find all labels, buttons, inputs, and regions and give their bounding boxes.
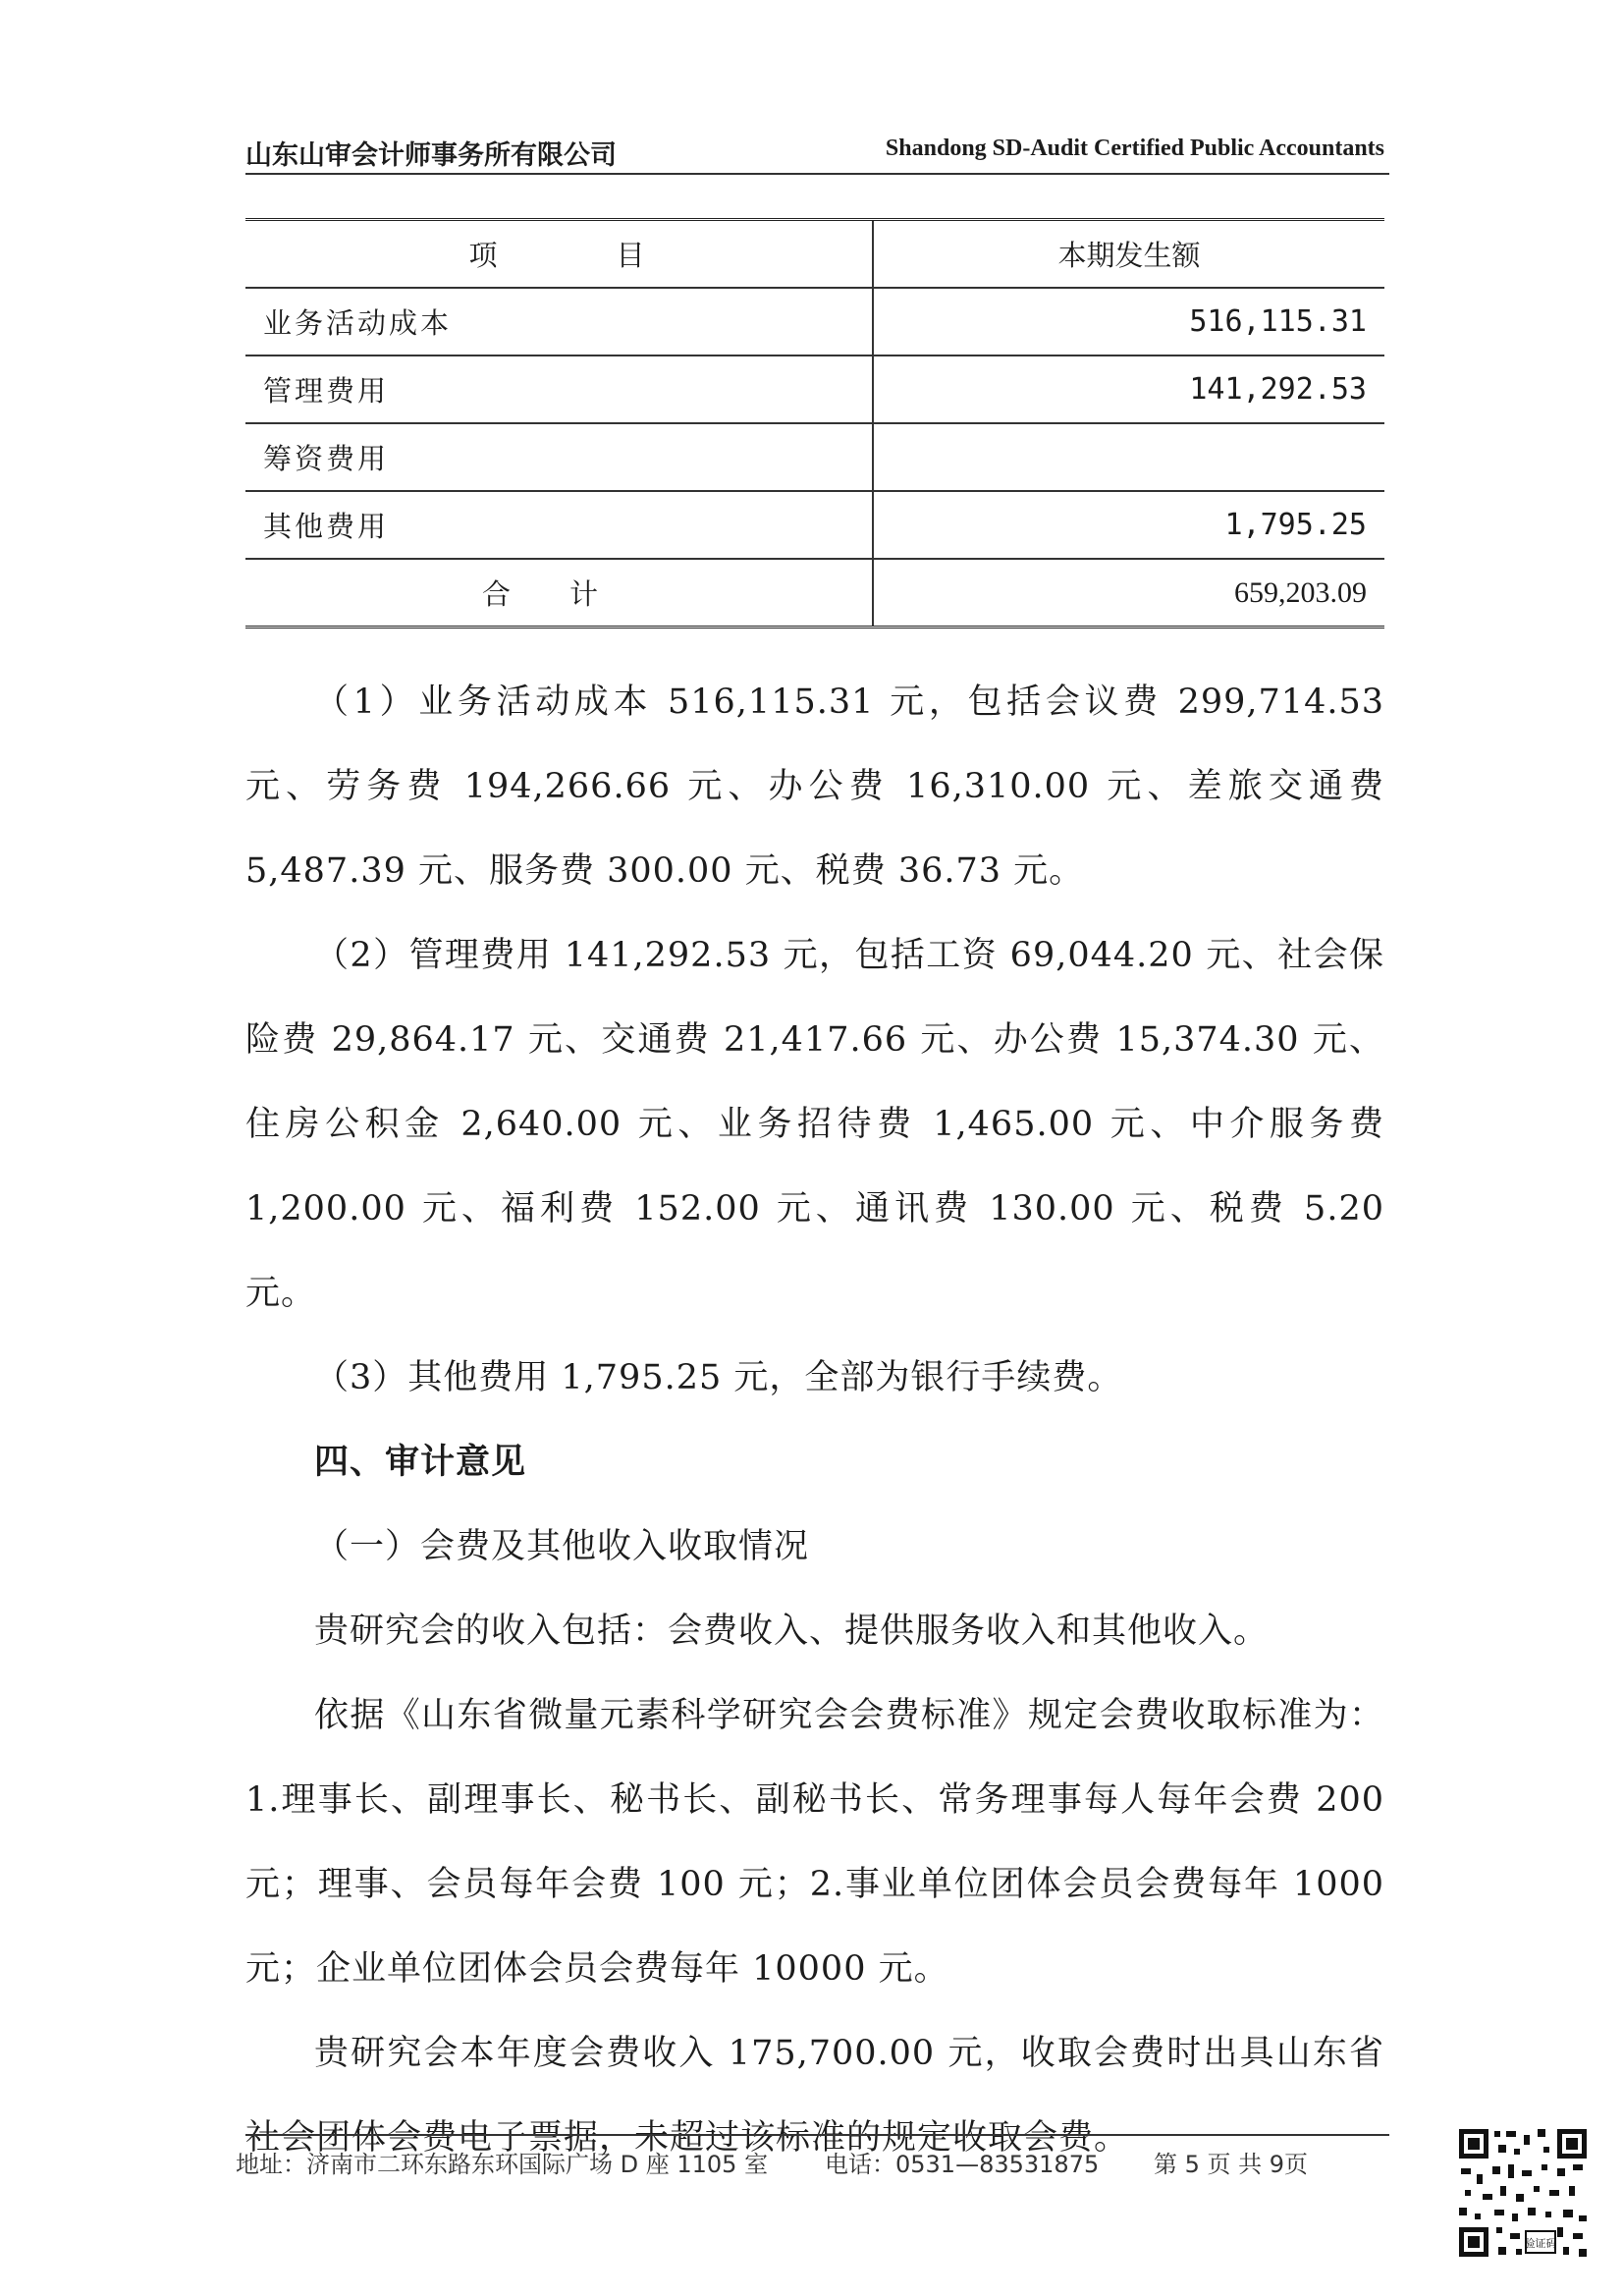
row-label: 其他费用 [245, 491, 873, 559]
column-header-amount: 本期发生额 [873, 220, 1384, 289]
table-row [245, 423, 1384, 491]
table-header-row [245, 220, 1384, 289]
footer-phone: 电话：0531—83531875 [825, 2151, 1100, 2178]
expense-table [245, 218, 1384, 629]
footer-address: 地址：济南市二环东路东环国际广场 D 座 1105 室 [236, 2151, 769, 2178]
table-row [245, 288, 1384, 355]
row-label: 业务活动成本 [245, 288, 873, 355]
qr-code-icon [1455, 2125, 1591, 2261]
row-label: 筹资费用 [245, 423, 873, 491]
company-name-cn: 山东山审会计师事务所有限公司 [245, 140, 617, 171]
total-label: 合计 [245, 559, 873, 628]
table-row [245, 491, 1384, 559]
footer-page-number: 第 5 页 共 9页 [1154, 2151, 1309, 2178]
row-amount: 516,115.31 [873, 288, 1384, 355]
row-amount [873, 423, 1384, 491]
page-header [245, 130, 1384, 177]
row-amount: 141,292.53 [873, 355, 1384, 423]
footer-divider [245, 2134, 1389, 2136]
row-amount: 1,795.25 [873, 491, 1384, 559]
section-heading-audit-opinion: 四、审计意见 [314, 1443, 527, 1482]
qr-label: 验证码 [1524, 2237, 1557, 2250]
paragraph-other-cost: （3）其他费用 1,795.25 元，全部为银行手续费。 [314, 1358, 1123, 1397]
table-row [245, 355, 1384, 423]
paragraph-management-cost: （2）管理费用 141,292.53 元，包括工资 69,044.20 元、社会保险费 29,864.17 元、交通费 21,417.66 元、办公费 15,374.30 元、住房公积金 2,640.00 元、业务招待费 1,465.00 元、中介服务费 1,200.00 元、福利费 152.00 元、通讯费 130.00 元、税费 5.20 元。 [245, 936, 1384, 1313]
total-amount: 659,203.09 [1234, 575, 1367, 609]
row-label: 管理费用 [245, 355, 873, 423]
company-name-en: Shandong SD-Audit Certified Public Accountants [885, 136, 1384, 161]
body-text [245, 660, 1384, 2180]
column-header-item: 项 目 [245, 220, 873, 289]
paragraph-fee-income: 贵研究会本年度会费收入 175,700.00 元，收取会费时出具山东省社会团体会费电子票据，未超过该标准的规定收取会费。 [245, 2034, 1384, 2158]
table-total-row [245, 559, 1384, 628]
paragraph-income-types: 贵研究会的收入包括：会费收入、提供服务收入和其他收入。 [314, 1612, 1270, 1651]
paragraph-business-cost: （1）业务活动成本 516,115.31 元，包括会议费 299,714.53 元、劳务费 194,266.66 元、办公费 16,310.00 元、差旅交通费 5,487.39 元、服务费 300.00 元、税费 36.73 元。 [245, 683, 1384, 891]
paragraph-fee-standard: 依据《山东省微量元素科学研究会会费标准》规定会费收取标准为：1.理事长、副理事长、秘书长、副秘书长、常务理事每人每年会费 200 元；理事、会员每年会费 100 元；2.事业单位团体会员会费每年 1000 元；企业单位团体会员会费每年 10000 元。 [245, 1696, 1384, 1989]
subsection-heading-fees: （一）会费及其他收入收取情况 [314, 1527, 810, 1566]
header-divider [245, 173, 1389, 175]
